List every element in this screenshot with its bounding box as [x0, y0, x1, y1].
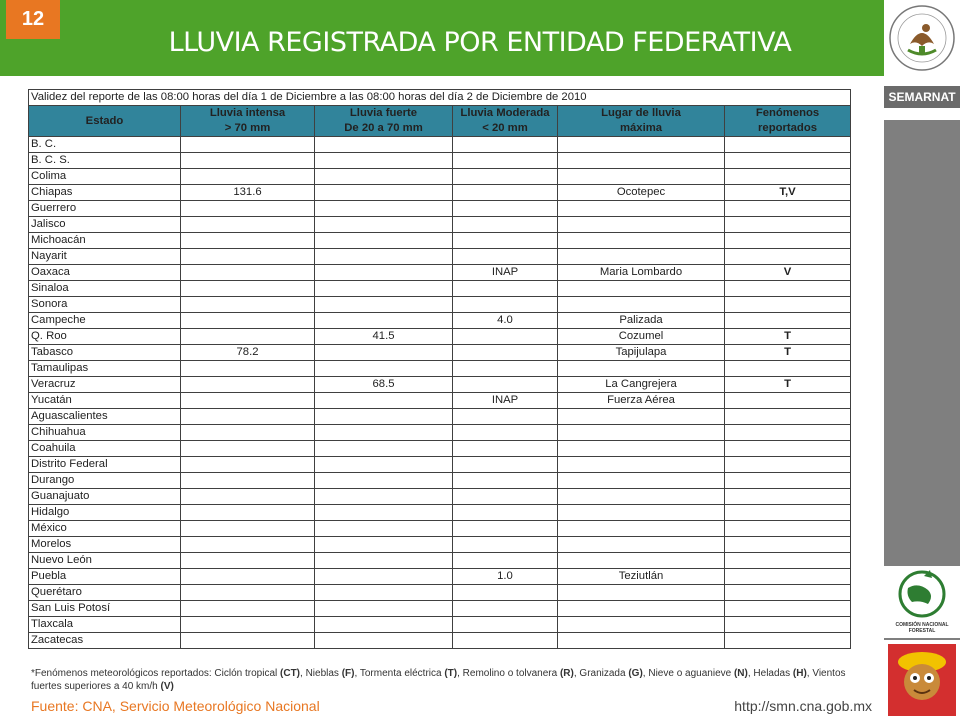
cell-lugar: Tapijulapa — [558, 345, 725, 361]
cell-estado: Guanajuato — [29, 489, 181, 505]
cell-intensa — [181, 265, 315, 281]
table-row — [29, 281, 851, 297]
cell-lugar — [558, 361, 725, 377]
cell-moderada — [453, 473, 558, 489]
cell-estado: Sinaloa — [29, 281, 181, 297]
cell-moderada — [453, 537, 558, 553]
cell-fuerte — [315, 361, 453, 377]
cell-moderada — [453, 377, 558, 393]
table-row — [29, 409, 851, 425]
cell-fuerte — [315, 409, 453, 425]
cell-moderada — [453, 169, 558, 185]
cell-intensa: 78.2 — [181, 345, 315, 361]
cell-lugar — [558, 617, 725, 633]
table-body — [29, 137, 851, 649]
cell-fuerte — [315, 521, 453, 537]
cell-moderada — [453, 361, 558, 377]
cell-moderada — [453, 489, 558, 505]
cell-lugar: Ocotepec — [558, 185, 725, 201]
cell-fenomenos — [725, 569, 851, 585]
table-row — [29, 441, 851, 457]
cell-fuerte — [315, 169, 453, 185]
cell-lugar — [558, 169, 725, 185]
cell-estado: Puebla — [29, 569, 181, 585]
page-number-badge: 12 — [6, 0, 60, 39]
cell-fuerte — [315, 201, 453, 217]
table-row — [29, 313, 851, 329]
cell-lugar — [558, 473, 725, 489]
cell-intensa — [181, 473, 315, 489]
cell-intensa — [181, 313, 315, 329]
cell-moderada — [453, 233, 558, 249]
cell-fuerte — [315, 505, 453, 521]
cell-estado: Coahuila — [29, 441, 181, 457]
cell-fenomenos — [725, 217, 851, 233]
table-row — [29, 361, 851, 377]
cell-fenomenos — [725, 489, 851, 505]
cell-estado: Chihuahua — [29, 425, 181, 441]
cell-fenomenos — [725, 393, 851, 409]
cell-fenomenos — [725, 281, 851, 297]
cell-fenomenos: T — [725, 329, 851, 345]
cell-fuerte — [315, 297, 453, 313]
cell-estado: Michoacán — [29, 233, 181, 249]
cell-fenomenos: V — [725, 265, 851, 281]
cell-lugar — [558, 553, 725, 569]
header-estado: Estado — [29, 106, 181, 137]
cell-estado: Tamaulipas — [29, 361, 181, 377]
cell-fuerte — [315, 345, 453, 361]
cell-intensa — [181, 153, 315, 169]
cell-lugar: La Cangrejera — [558, 377, 725, 393]
eagle-seal-icon — [884, 0, 960, 76]
cell-moderada — [453, 201, 558, 217]
cell-lugar — [558, 505, 725, 521]
cell-fenomenos — [725, 457, 851, 473]
header-lugar-maxima: Lugar de lluvia máxima — [558, 106, 725, 137]
cell-estado: Colima — [29, 169, 181, 185]
cell-fuerte — [315, 585, 453, 601]
cell-estado: Querétaro — [29, 585, 181, 601]
rainfall-table — [28, 89, 851, 649]
table-row — [29, 329, 851, 345]
cell-fenomenos — [725, 473, 851, 489]
footnote: *Fenómenos meteorológicos reportados: Ciclón tropical (CT), Nieblas (F), Tormenta eléctrica (T), Remolino o tolvanera (R), Granizada (G), Nieve o aguanieve (N), Heladas (H), Vientos fuertes superiores a 40 km/h (V) — [31, 668, 846, 692]
cell-intensa — [181, 633, 315, 649]
cell-fuerte — [315, 457, 453, 473]
cell-moderada — [453, 281, 558, 297]
validity-row — [29, 90, 851, 106]
cell-lugar: Fuerza Aérea — [558, 393, 725, 409]
cell-estado: Veracruz — [29, 377, 181, 393]
table-row — [29, 137, 851, 153]
cell-intensa — [181, 297, 315, 313]
cell-moderada — [453, 345, 558, 361]
header-row — [29, 106, 851, 137]
cell-moderada: INAP — [453, 265, 558, 281]
cell-moderada — [453, 617, 558, 633]
cell-lugar — [558, 633, 725, 649]
cell-fenomenos: T,V — [725, 185, 851, 201]
cell-estado: B. C. — [29, 137, 181, 153]
cell-fuerte — [315, 569, 453, 585]
cell-estado: Distrito Federal — [29, 457, 181, 473]
semarnat-label: SEMARNAT — [884, 86, 960, 108]
cell-fuerte — [315, 601, 453, 617]
cell-intensa — [181, 377, 315, 393]
cell-moderada — [453, 409, 558, 425]
cell-lugar — [558, 281, 725, 297]
cell-moderada — [453, 601, 558, 617]
cell-moderada — [453, 297, 558, 313]
cell-intensa: 131.6 — [181, 185, 315, 201]
cell-fenomenos — [725, 249, 851, 265]
cell-fuerte — [315, 473, 453, 489]
cell-lugar — [558, 249, 725, 265]
cell-moderada — [453, 521, 558, 537]
table-row — [29, 201, 851, 217]
cell-intensa — [181, 281, 315, 297]
cell-lugar — [558, 297, 725, 313]
source-credit: Fuente: CNA, Servicio Meteorológico Nacional — [31, 698, 320, 714]
table-row — [29, 265, 851, 281]
cell-fenomenos — [725, 153, 851, 169]
cell-moderada — [453, 217, 558, 233]
cell-moderada — [453, 505, 558, 521]
cell-fuerte — [315, 537, 453, 553]
sidebar — [884, 0, 960, 720]
cell-intensa — [181, 489, 315, 505]
cell-fuerte: 68.5 — [315, 377, 453, 393]
cell-lugar — [558, 425, 725, 441]
table-row — [29, 601, 851, 617]
cell-lugar — [558, 217, 725, 233]
cell-moderada — [453, 249, 558, 265]
cell-intensa — [181, 329, 315, 345]
cell-estado: Durango — [29, 473, 181, 489]
cell-moderada — [453, 137, 558, 153]
cell-intensa — [181, 601, 315, 617]
cell-estado: Zacatecas — [29, 633, 181, 649]
cell-estado: Morelos — [29, 537, 181, 553]
cell-lugar — [558, 201, 725, 217]
cell-fenomenos — [725, 537, 851, 553]
cell-intensa — [181, 569, 315, 585]
mascot-image — [884, 640, 960, 720]
cell-intensa — [181, 553, 315, 569]
cell-intensa — [181, 505, 315, 521]
cell-fenomenos — [725, 137, 851, 153]
cell-estado: Jalisco — [29, 217, 181, 233]
cell-intensa — [181, 409, 315, 425]
table-row — [29, 233, 851, 249]
cell-intensa — [181, 521, 315, 537]
cell-moderada — [453, 633, 558, 649]
cell-fenomenos: T — [725, 377, 851, 393]
cell-fenomenos — [725, 169, 851, 185]
cell-moderada — [453, 553, 558, 569]
cell-lugar — [558, 537, 725, 553]
cell-lugar — [558, 585, 725, 601]
table-row — [29, 521, 851, 537]
header-lluvia-intensa: Lluvia intensa > 70 mm — [181, 106, 315, 137]
cell-estado: Q. Roo — [29, 329, 181, 345]
cell-intensa — [181, 361, 315, 377]
cell-lugar — [558, 521, 725, 537]
cell-intensa — [181, 137, 315, 153]
cell-intensa — [181, 617, 315, 633]
cell-estado: Tabasco — [29, 345, 181, 361]
cell-fuerte — [315, 281, 453, 297]
cell-intensa — [181, 169, 315, 185]
cell-fuerte — [315, 137, 453, 153]
cell-moderada — [453, 585, 558, 601]
cell-intensa — [181, 425, 315, 441]
cell-estado: Chiapas — [29, 185, 181, 201]
table-row — [29, 425, 851, 441]
cell-fenomenos — [725, 633, 851, 649]
header-fenomenos: Fenómenos reportados — [725, 106, 851, 137]
table-row — [29, 537, 851, 553]
cell-estado: Sonora — [29, 297, 181, 313]
cell-moderada: INAP — [453, 393, 558, 409]
table-row — [29, 377, 851, 393]
source-url[interactable]: http://smn.cna.gob.mx — [734, 698, 872, 714]
cell-fuerte — [315, 265, 453, 281]
cell-estado: Tlaxcala — [29, 617, 181, 633]
cell-lugar — [558, 489, 725, 505]
conafor-label: COMISIÓN NACIONAL FORESTAL — [895, 622, 949, 634]
cell-moderada — [453, 425, 558, 441]
cell-fuerte — [315, 217, 453, 233]
cell-moderada — [453, 185, 558, 201]
cell-estado: San Luis Potosí — [29, 601, 181, 617]
cell-lugar: Cozumel — [558, 329, 725, 345]
cell-fenomenos — [725, 585, 851, 601]
table-row — [29, 585, 851, 601]
table-row — [29, 249, 851, 265]
cell-fuerte: 41.5 — [315, 329, 453, 345]
cell-estado: Yucatán — [29, 393, 181, 409]
cell-lugar: Teziutlán — [558, 569, 725, 585]
cell-fuerte — [315, 153, 453, 169]
validity-text: Validez del reporte de las 08:00 horas del día 1 de Diciembre a las 08:00 horas del día 2 de Diciembre de 2010 — [29, 90, 851, 106]
table-row — [29, 393, 851, 409]
cell-fenomenos — [725, 601, 851, 617]
cell-estado: Guerrero — [29, 201, 181, 217]
cell-fenomenos — [725, 617, 851, 633]
cell-fuerte — [315, 249, 453, 265]
cell-lugar — [558, 233, 725, 249]
mexico-seal-logo — [884, 0, 960, 76]
cell-lugar — [558, 409, 725, 425]
table-row — [29, 505, 851, 521]
cell-lugar — [558, 153, 725, 169]
cell-lugar — [558, 457, 725, 473]
cell-intensa — [181, 217, 315, 233]
table-row — [29, 217, 851, 233]
cell-fuerte — [315, 425, 453, 441]
cell-fuerte — [315, 393, 453, 409]
cell-estado: Campeche — [29, 313, 181, 329]
cell-fuerte — [315, 233, 453, 249]
cell-fenomenos — [725, 521, 851, 537]
cell-estado: Nuevo León — [29, 553, 181, 569]
cell-intensa — [181, 585, 315, 601]
cell-lugar: Palizada — [558, 313, 725, 329]
table-row — [29, 169, 851, 185]
cell-fenomenos: T — [725, 345, 851, 361]
table-row — [29, 185, 851, 201]
cell-fenomenos — [725, 313, 851, 329]
cell-fenomenos — [725, 553, 851, 569]
cell-intensa — [181, 457, 315, 473]
cell-fuerte — [315, 617, 453, 633]
cell-fuerte — [315, 313, 453, 329]
cell-fenomenos — [725, 425, 851, 441]
cell-estado: B. C. S. — [29, 153, 181, 169]
cell-intensa — [181, 393, 315, 409]
cell-fenomenos — [725, 297, 851, 313]
cell-fuerte — [315, 441, 453, 457]
cell-estado: México — [29, 521, 181, 537]
cell-lugar — [558, 441, 725, 457]
cell-moderada — [453, 457, 558, 473]
header-lluvia-fuerte: Lluvia fuerte De 20 a 70 mm — [315, 106, 453, 137]
header-lluvia-moderada: Lluvia Moderada < 20 mm — [453, 106, 558, 137]
cell-fuerte — [315, 553, 453, 569]
cell-intensa — [181, 441, 315, 457]
cell-fuerte — [315, 489, 453, 505]
cell-estado: Nayarit — [29, 249, 181, 265]
page-title: LLUVIA REGISTRADA POR ENTIDAD FEDERATIVA — [168, 27, 792, 58]
cell-fenomenos — [725, 233, 851, 249]
cell-estado: Hidalgo — [29, 505, 181, 521]
cell-intensa — [181, 537, 315, 553]
table-row — [29, 345, 851, 361]
cell-moderada: 4.0 — [453, 313, 558, 329]
table-row — [29, 553, 851, 569]
cell-fenomenos — [725, 505, 851, 521]
cell-fuerte — [315, 185, 453, 201]
table-row — [29, 297, 851, 313]
cell-intensa — [181, 233, 315, 249]
table-row — [29, 473, 851, 489]
conafor-globe-icon — [884, 566, 960, 622]
table-row — [29, 617, 851, 633]
table-row — [29, 457, 851, 473]
cell-intensa — [181, 201, 315, 217]
cell-fenomenos — [725, 441, 851, 457]
table-row — [29, 569, 851, 585]
cell-moderada — [453, 153, 558, 169]
cell-lugar: Maria Lombardo — [558, 265, 725, 281]
cell-lugar — [558, 601, 725, 617]
cell-moderada — [453, 441, 558, 457]
cell-estado: Oaxaca — [29, 265, 181, 281]
table-row — [29, 489, 851, 505]
cell-estado: Aguascalientes — [29, 409, 181, 425]
cell-fenomenos — [725, 361, 851, 377]
cell-fenomenos — [725, 409, 851, 425]
cell-moderada: 1.0 — [453, 569, 558, 585]
table-row — [29, 153, 851, 169]
cell-intensa — [181, 249, 315, 265]
cell-fuerte — [315, 633, 453, 649]
cell-fenomenos — [725, 201, 851, 217]
semarnat-logo — [884, 76, 960, 120]
cell-lugar — [558, 137, 725, 153]
conafor-logo — [884, 566, 960, 638]
cell-moderada — [453, 329, 558, 345]
table-row — [29, 633, 851, 649]
forest-mascot-icon — [884, 640, 960, 720]
